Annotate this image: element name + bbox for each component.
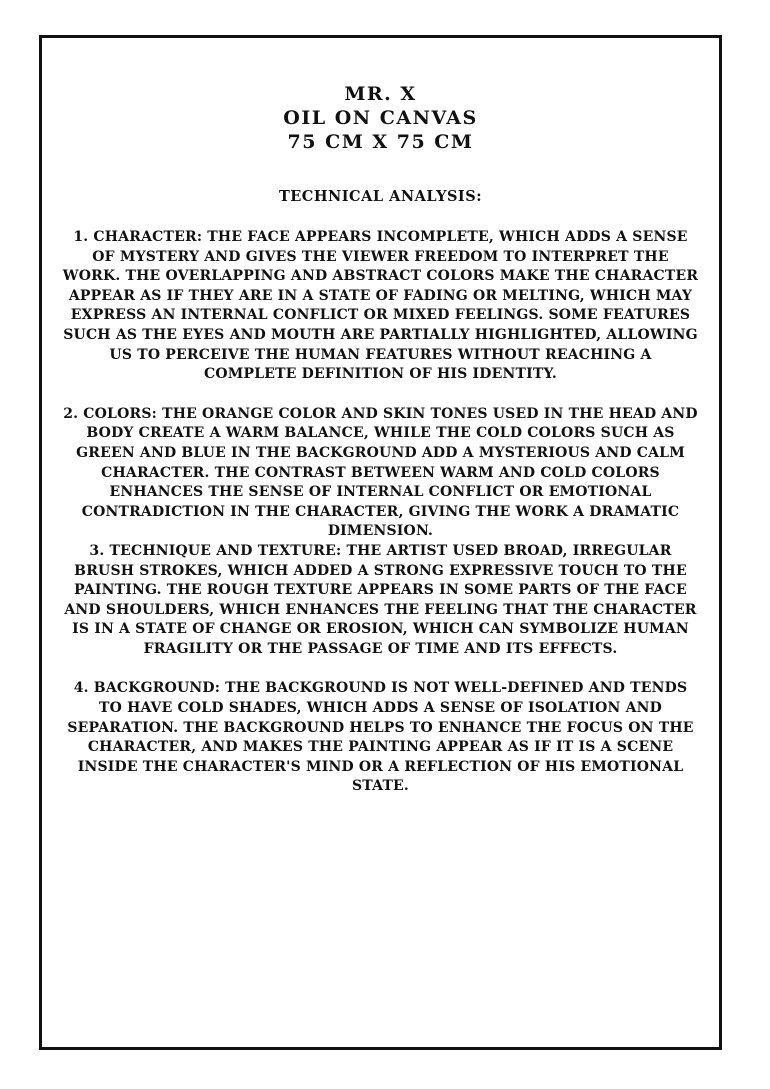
document-content [62,82,699,797]
section-colors: 2. COLORS: THE ORANGE COLOR AND SKIN TONES USED IN THE HEAD AND BODY CREATE A WARM BALANCE, WHILE THE COLD COLORS SUCH AS GREEN AND BLUE IN THE BACKGROUND ADD A MYSTERIOUS AND CALM CHARACTER. THE CONTRAST BETWEEN WARM AND COLD COLORS ENHANCES THE SENSE OF INTERNAL CONFLICT OR EMOTIONAL CONTRADICTION IN THE CHARACTER, GIVING THE WORK A DRAMATIC DIMENSION. [63,405,698,540]
artwork-medium: OIL ON CANVAS [283,107,478,129]
section-character: 1. CHARACTER: THE FACE APPEARS INCOMPLETE, WHICH ADDS A SENSE OF MYSTERY AND GIVES THE VIEWER FREEDOM TO INTERPRET THE WORK. THE OVERLAPPING AND ABSTRACT COLORS MAKE THE CHARACTER APPEAR AS IF THEY ARE IN A STATE OF FADING OR MELTING, WHICH MAY EXPRESS AN INTERNAL CONFLICT OR MIXED FEELINGS. SOME FEATURES SUCH AS THE EYES AND MOUTH ARE PARTIALLY HIGHLIGHTED, ALLOWING US TO PERCEIVE THE HUMAN FEATURES WITHOUT REACHING A COMPLETE DEFINITION OF HIS IDENTITY. [62,229,699,383]
artwork-size: 75 CM X 75 CM [287,131,474,153]
artwork-title: MR. X [344,83,417,105]
document-border [39,35,722,1050]
analysis-heading: TECHNICAL ANALYSIS: [278,188,483,205]
section-background: 4. BACKGROUND: THE BACKGROUND IS NOT WELL-DEFINED AND TENDS TO HAVE COLD SHADES, WHICH ADDS A SENSE OF ISOLATION AND SEPARATION. THE BACKGROUND HELPS TO ENHANCE THE FOCUS ON THE CHARACTER, AND MAKES THE PAINTING APPEAR AS IF IT IS A SCENE INSIDE THE CHARACTER'S MIND OR A REFLECTION OF HIS EMOTIONAL STATE. [67,680,694,795]
section-technique: 3. TECHNIQUE AND TEXTURE: THE ARTIST USED BROAD, IRREGULAR BRUSH STROKES, WHICH ADDED A STRONG EXPRESSIVE TOUCH TO THE PAINTING. THE ROUGH TEXTURE APPEARS IN SOME PARTS OF THE FACE AND SHOULDERS, WHICH ENHANCES THE FEELING THAT THE CHARACTER IS IN A STATE OF CHANGE OR EROSION, WHICH CAN SYMBOLIZE HUMAN FRAGILITY OR THE PASSAGE OF TIME AND ITS EFFECTS. [64,542,697,657]
